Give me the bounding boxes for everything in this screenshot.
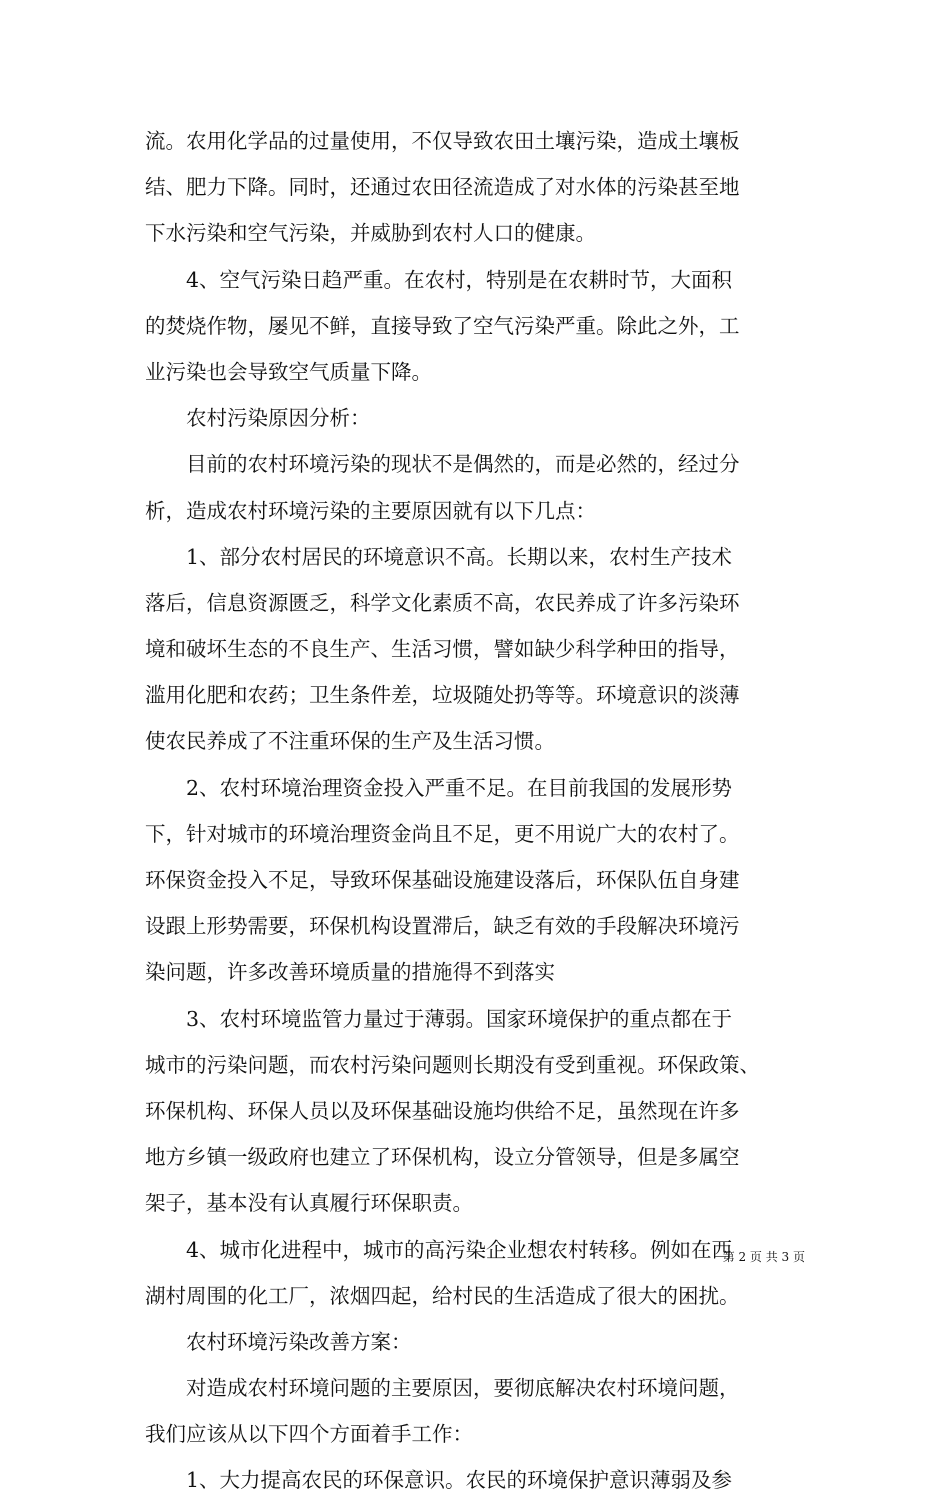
text-line: 流。农用化学品的过量使用，不仅导致农田土壤污染，造成土壤板 — [145, 129, 740, 153]
text-line: 湖村周围的化工厂，浓烟四起，给村民的生活造成了很大的困扰。 — [145, 1283, 740, 1308]
text-line: 下水污染和空气污染，并威胁到农村人口的健康。 — [145, 221, 596, 246]
text-line: 设跟上形势需要，环保机构设置滞后，缺乏有效的手段解决环境污 — [145, 914, 740, 939]
page-number: 第 2 页 共 3 页 — [722, 1250, 805, 1264]
text-line: 下，针对城市的环境治理资金尚且不足，更不用说广大的农村了。 — [145, 821, 740, 846]
text-line: 落后，信息资源匮乏，科学文化素质不高，农民养成了许多污染环 — [145, 590, 740, 615]
document-body — [145, 118, 813, 1504]
text-line: 地方乡镇一级政府也建立了环保机构，设立分管领导，但是多属空 — [145, 1145, 740, 1170]
text-line: 农村污染原因分析： — [186, 406, 371, 431]
text-line: 对造成农村环境问题的主要原因，要彻底解决农村环境问题， — [186, 1376, 740, 1401]
text-line: 境和破坏生态的不良生产、生活习惯，譬如缺少科学种田的指导， — [145, 637, 740, 662]
text-line: 3、农村环境监管力量过于薄弱。国家环境保护的重点都在于 — [186, 1006, 733, 1031]
text-line: 1、部分农村居民的环境意识不高。长期以来，农村生产技术 — [186, 544, 733, 569]
text-line: 我们应该从以下四个方面着手工作： — [145, 1422, 473, 1447]
text-line: 业污染也会导致空气质量下降。 — [145, 359, 432, 384]
text-line: 2、农村环境治理资金投入严重不足。在目前我国的发展形势 — [186, 775, 733, 800]
text-line: 环保资金投入不足，导致环保基础设施建设落后，环保队伍自身建 — [145, 868, 740, 892]
text-line: 农村环境污染改善方案： — [186, 1329, 412, 1354]
text-line: 滥用化肥和农药；卫生条件差，垃圾随处扔等等。环境意识的淡薄 — [145, 683, 740, 708]
text-line: 城市的污染问题，而农村污染问题则长期没有受到重视。环保政策、 — [145, 1052, 760, 1077]
text-line: 环保机构、环保人员以及环保基础设施均供给不足，虽然现在许多 — [145, 1098, 740, 1123]
text-line: 析，造成农村环境污染的主要原因就有以下几点： — [145, 498, 596, 523]
text-line: 使农民养成了不注重环保的生产及生活习惯。 — [145, 729, 555, 754]
text-line: 的焚烧作物，屡见不鲜，直接导致了空气污染严重。除此之外，工 — [145, 313, 740, 338]
text-line: 结、肥力下降。同时，还通过农田径流造成了对水体的污染甚至地 — [145, 175, 740, 200]
text-line: 4、空气污染日趋严重。在农村，特别是在农耕时节，大面积 — [186, 267, 733, 292]
text-line: 1、大力提高农民的环保意识。农民的环境保护意识薄弱及参 — [186, 1468, 733, 1493]
text-line: 4、城市化进程中，城市的高污染企业想农村转移。例如在西 — [186, 1237, 733, 1262]
text-line: 染问题，许多改善环境质量的措施得不到落实 — [145, 960, 555, 985]
text-line: 目前的农村环境污染的现状不是偶然的，而是必然的，经过分 — [186, 452, 740, 477]
text-line: 架子，基本没有认真履行环保职责。 — [145, 1191, 473, 1216]
